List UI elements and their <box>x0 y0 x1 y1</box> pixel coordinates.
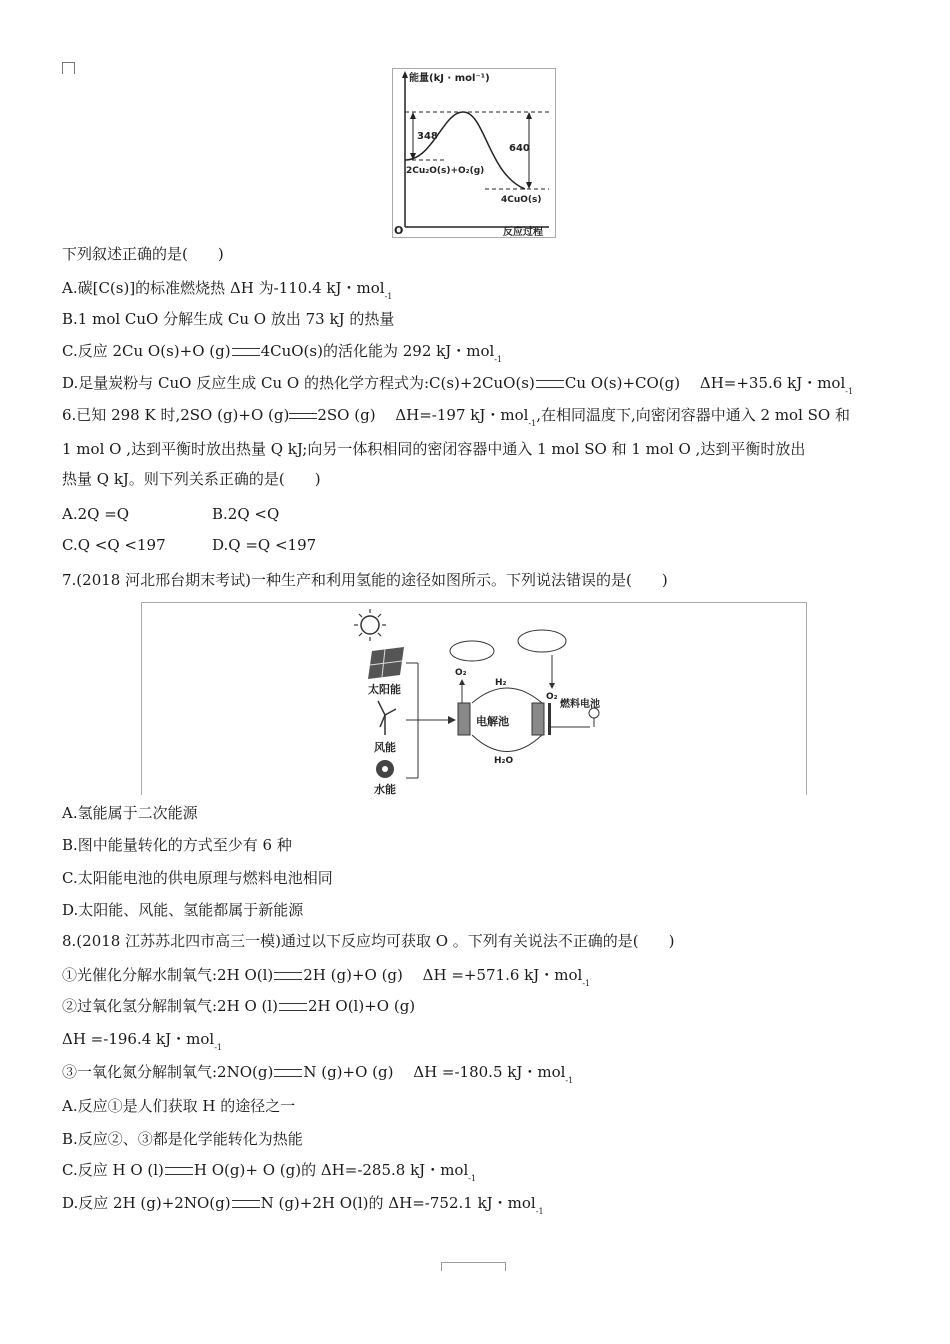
x-axis-label: 反应过程 <box>503 227 543 237</box>
water-wheel-icon <box>376 760 394 778</box>
q5-option-c: C.反应 2Cu O(s)+O (g) 4CuO(s)的活化能为 292 kJ・mol$_{-1}$ <box>62 342 503 364</box>
q5-option-b: B.1 mol CuO 分解生成 Cu O 放出 73 kJ 的热量 <box>62 310 395 328</box>
page-footer-box <box>441 1262 506 1271</box>
q6-option-b: B.2Q <Q <box>212 505 280 523</box>
o2-right-label: O₂ <box>546 692 558 702</box>
equals-arrow <box>274 972 302 980</box>
electrolyzer-electrode-left <box>458 703 470 735</box>
reactants-label: 2Cu₂O(s)+O₂(g) <box>406 166 485 176</box>
wind-label: 风能 <box>374 741 396 754</box>
equals-arrow <box>279 1003 307 1011</box>
y-axis-label: 能量(kJ · mol⁻¹) <box>409 73 490 84</box>
fuel-cell-electrode <box>532 703 544 735</box>
equals-arrow <box>536 380 564 388</box>
wind-turbine-icon <box>378 701 396 735</box>
equals-arrow <box>232 348 260 356</box>
q8-reaction-2-dh: ΔH =-196.4 kJ・mol$_{-1}$ <box>62 1030 222 1052</box>
origin-label: O <box>394 224 404 237</box>
q7-option-c: C.太阳能电池的供电原理与燃料电池相同 <box>62 869 333 887</box>
q8-stem: 8.(2018 江苏苏北四市高三一模)通过以下反应均可获取 O 。下列有关说法不正确的是( ) <box>62 932 675 950</box>
page-corner-mark <box>62 62 75 74</box>
equals-arrow <box>165 1167 193 1175</box>
o2-left-label: O₂ <box>455 668 467 678</box>
hydro-label: 水能 <box>374 783 396 795</box>
q8-option-b: B.反应②、③都是化学能转化为热能 <box>62 1130 303 1148</box>
energy-diagram <box>392 68 556 238</box>
hydrogen-energy-diagram <box>141 602 807 795</box>
cloud-left-icon <box>450 641 494 661</box>
q6-line1: 6.已知 298 K 时,2SO (g)+O (g) 2SO (g) ΔH=-197 kJ・mol$_{-1}$,在相同温度下,向密闭容器中通入 2 mol SO 和 <box>62 406 850 428</box>
equals-arrow <box>274 1069 302 1077</box>
h2-label: H₂ <box>495 678 507 688</box>
q6-option-c: C.Q <Q <197 <box>62 536 166 554</box>
light-bulb-icon <box>589 708 599 727</box>
q5-option-a: A.碳[C(s)]的标准燃烧热 ΔH 为-110.4 kJ・mol$_{-1}$ <box>62 279 393 301</box>
solar-label: 太阳能 <box>368 683 401 696</box>
q8-reaction-3: ③一氧化氮分解制氧气:2NO(g) N (g)+O (g) ΔH =-180.5 kJ・mol$_{-1}$ <box>62 1063 574 1085</box>
value-348: 348 <box>417 131 438 142</box>
q8-reaction-2: ②过氧化氢分解制氧气:2H O (l) 2H O(l)+O (g) <box>62 997 416 1015</box>
cloud-right-icon <box>518 630 566 652</box>
h2o-label: H₂O <box>494 756 514 766</box>
sun-icon <box>354 609 386 641</box>
products-label: 4CuO(s) <box>501 195 542 205</box>
q5-stem: 下列叙述正确的是( ) <box>62 245 224 263</box>
electrolyzer-label: 电解池 <box>476 715 509 728</box>
q7-option-a: A.氢能属于二次能源 <box>62 804 198 822</box>
fuel-cell-label: 燃料电池 <box>560 699 600 710</box>
q6-option-d: D.Q =Q <197 <box>212 536 317 554</box>
q6-line3: 热量 Q kJ。则下列关系正确的是( ) <box>62 470 321 488</box>
q6-line2: 1 mol O ,达到平衡时放出热量 Q kJ;向另一体积相同的密闭容器中通入 1 mol SO 和 1 mol O ,达到平衡时放出 <box>62 440 806 458</box>
q8-reaction-1: ①光催化分解水制氧气:2H O(l) 2H (g)+O (g) ΔH =+571.6 kJ・mol$_{-1}$ <box>62 966 591 988</box>
q7-stem: 7.(2018 河北邢台期末考试)一种生产和利用氢能的途径如图所示。下列说法错误的是( ) <box>62 571 668 589</box>
q7-option-d: D.太阳能、风能、氢能都属于新能源 <box>62 901 304 919</box>
q5-option-d: D.足量炭粉与 CuO 反应生成 Cu O 的热化学方程式为:C(s)+2CuO(s) Cu O(s)+CO(g) ΔH=+35.6 kJ・mol$_{-1}$ <box>62 374 854 396</box>
equals-arrow <box>232 1200 260 1208</box>
q6-option-a: A.2Q =Q <box>62 505 130 523</box>
q8-option-c: C.反应 H O (l) H O(g)+ O (g)的 ΔH=-285.8 kJ・mol$_{-1}$ <box>62 1161 477 1183</box>
q7-option-b: B.图中能量转化的方式至少有 6 种 <box>62 836 292 854</box>
value-640: 640 <box>509 143 530 154</box>
q8-option-d: D.反应 2H (g)+2NO(g) N (g)+2H O(l)的 ΔH=-752.1 kJ・mol$_{-1}$ <box>62 1194 544 1216</box>
q8-option-a: A.反应①是人们获取 H 的途径之一 <box>62 1097 296 1115</box>
solar-panel-icon <box>368 647 404 679</box>
reversible-arrow <box>289 412 317 420</box>
